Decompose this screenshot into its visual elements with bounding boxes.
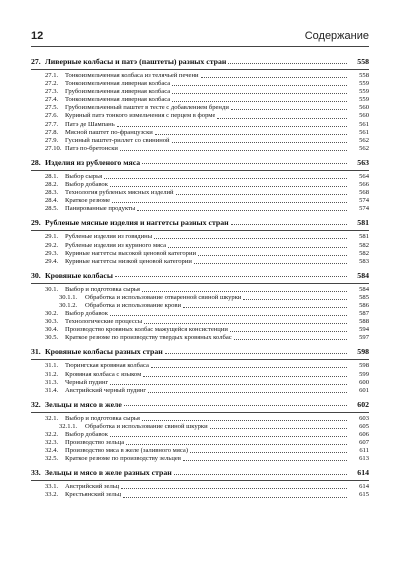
toc-chapter [31,399,369,464]
entry-number: 27.9. [45,136,59,144]
entry-number: 29.4. [45,257,59,265]
leader-dots [143,375,347,377]
entry-title: Черный пудинг [65,378,109,386]
entry-page: 598 [359,362,369,370]
toc-entry[interactable] [31,286,369,294]
entry-title: Куриный патэ тонкого измельчения с перцем в форме [65,112,216,120]
toc-entry[interactable] [31,371,369,379]
entry-title: Рубленые изделия из говядины [65,233,153,241]
entry-title: Производство зельца [65,439,125,447]
entry-title: Австрийский черный пудинг [65,386,147,394]
chapter-number: 27. [31,57,41,66]
entry-number: 28.3. [45,189,59,197]
leader-dots [110,383,347,385]
entry-number: 29.1. [45,233,59,241]
leader-dots [172,84,347,86]
entry-number: 32.1.1. [59,422,78,430]
entry-number: 29.2. [45,241,59,249]
entry-page: 613 [359,455,369,463]
toc-entry[interactable] [31,447,369,455]
entry-page: 594 [359,326,369,334]
entry-title: Патэ по-бретонски [65,144,118,152]
entry-page: 597 [359,334,369,342]
entry-title: Тюрингская кровяная колбаса [65,362,149,370]
entry-title: Австрийский зельц [65,483,120,491]
leader-dots [198,254,347,256]
entry-number: 27.5. [45,104,59,112]
entry-number: 27.10. [45,144,62,152]
entry-number: 27.3. [45,88,59,96]
toc-entry[interactable] [31,491,369,499]
entry-page: 558 [359,72,369,79]
toc-entry[interactable] [31,379,369,387]
leader-dots [110,185,347,187]
entry-title: Патэ де Шампань [65,120,115,128]
toc-entry[interactable] [31,145,369,153]
entry-page: 587 [359,310,369,318]
entry-page: 562 [359,136,369,144]
entry-number: 27.7. [45,120,59,128]
toc-entry[interactable] [31,88,369,96]
chapter-title: Ливерные колбасы и патэ (паштеты) разных стран [45,57,227,66]
toc-subentry[interactable] [31,302,369,310]
toc-chapter [31,346,369,394]
entry-number: 27.8. [45,128,59,136]
entry-page: 599 [359,370,369,378]
chapter-heading[interactable] [31,56,369,70]
chapter-title: Изделия из рубленого мяса [45,157,141,167]
leader-dots [110,435,347,437]
toc-entry[interactable] [31,242,369,250]
entry-number: 28.5. [45,205,59,213]
toc-subentry[interactable] [31,423,369,431]
toc-entry[interactable] [31,334,369,342]
entry-title: Краткое резюме по производству твердых кровяных колбас [65,334,232,342]
entry-title: Выбор и подготовка сырья [65,414,140,422]
chapter-heading[interactable] [31,270,369,284]
entry-number: 33.1. [45,483,59,491]
toc-entry[interactable] [31,129,369,137]
leader-dots [165,352,347,354]
entry-number: 27.6. [45,112,59,120]
table-of-contents [31,56,369,500]
entry-title: Технологические процессы [65,318,143,326]
leader-dots [115,275,347,277]
leader-dots [231,223,347,225]
entry-page: 611 [359,447,369,455]
toc-entry[interactable] [31,415,369,423]
entry-page: 606 [359,431,369,438]
entry-page: 582 [359,241,369,249]
entry-number: 33.2. [45,491,59,499]
entry-title: Производство мяса в желе (заливного мяса) [65,447,189,455]
entry-page: 605 [359,422,369,430]
entry-number: 30.1.1. [59,293,78,301]
chapter-number: 32. [31,399,41,409]
entry-title: Грубоизмельченная ливерная колбаса [65,88,171,96]
entry-number: 29.3. [45,249,59,257]
leader-dots [120,149,347,151]
toc-entry[interactable] [31,121,369,129]
toc-entry[interactable] [31,387,369,395]
entry-page: 588 [359,318,369,326]
leader-dots [155,133,347,135]
leader-dots [234,338,347,340]
entry-title: Панированные продукты [65,205,136,213]
leader-dots [183,306,347,308]
entry-page: 559 [359,80,369,88]
leader-dots [142,162,347,164]
chapter-page: 602 [357,399,369,409]
leader-dots [243,298,347,300]
toc-entry[interactable] [31,189,369,197]
toc-chapter [31,467,369,499]
entry-number: 28.4. [45,197,59,205]
running-title: Содержание [304,30,369,42]
entry-title: Выбор и подготовка сырья [65,285,140,293]
toc-entry[interactable] [31,362,369,370]
entry-number: 27.2. [45,80,59,88]
entry-page: 615 [359,491,369,499]
entry-number: 30.1. [45,285,59,293]
leader-dots [121,487,347,489]
entry-title: Обработка и использование крови [85,301,182,309]
leader-dots [172,92,347,94]
entry-page: 614 [359,483,369,491]
leader-dots [151,366,347,368]
entry-title: Обработка и использование отваренной свиной шкурки [85,293,242,301]
chapter-heading[interactable] [31,346,369,360]
toc-entry[interactable] [31,455,369,463]
chapter-page: 563 [357,157,369,167]
leader-dots [174,473,347,475]
chapter-page: 614 [357,468,369,478]
entry-page: 582 [359,249,369,257]
toc-entry[interactable] [31,173,369,181]
entry-number: 32.5. [45,455,59,463]
toc-entry[interactable] [31,72,369,80]
toc-entry[interactable] [31,96,369,104]
entry-page: 568 [359,189,369,197]
leader-dots [124,404,347,406]
entry-title: Производство кровяных колбас мажущейся консистенции [65,326,228,334]
leader-dots [231,108,347,110]
entry-page: 581 [359,233,369,241]
entry-title: Куриные наггетсы высокой ценовой категории [65,249,197,257]
entry-title: Тонкоизмельченная колбаса из телячьей печени [65,72,199,79]
leader-dots [110,314,347,316]
entry-page: 566 [359,181,369,189]
entry-title: Выбор добавок [65,431,108,438]
chapter-heading[interactable] [31,467,369,481]
leader-dots [190,451,347,453]
entry-page: 584 [359,285,369,293]
toc-entry[interactable] [31,431,369,439]
entry-page: 562 [359,144,369,152]
chapter-title: Зельцы и мясо в желе [45,399,122,409]
entry-title: Тонкоизмельченная ливерная колбаса [65,96,171,104]
chapter-number: 33. [31,468,41,478]
entry-page: 583 [359,257,369,265]
entry-title: Куриные наггетсы низкой ценовой категории [65,257,192,265]
toc-entry[interactable] [31,326,369,334]
leader-dots [144,322,347,324]
entry-title: Кровяная колбаса с языком [65,370,142,378]
entry-number: 31.3. [45,378,59,386]
toc-entry[interactable] [31,104,369,112]
toc-entry[interactable] [31,250,369,258]
entry-number: 30.1.2. [59,301,78,309]
toc-entry[interactable] [31,205,369,213]
leader-dots [230,330,347,332]
entry-title: Мясной паштет по-французски [65,128,153,136]
leader-dots [148,391,347,393]
leader-dots [194,262,347,264]
leader-dots [142,290,347,292]
leader-dots [172,100,347,102]
entry-number: 32.4. [45,447,59,455]
chapter-heading[interactable] [31,399,369,413]
entry-number: 32.3. [45,439,59,447]
entry-number: 30.5. [45,334,59,342]
leader-dots [172,141,347,143]
chapter-title: Кровяные колбасы [45,270,113,280]
entry-title: Выбор добавок [65,181,108,189]
entry-number: 28.1. [45,172,59,180]
entry-number: 31.1. [45,362,59,370]
leader-dots [176,193,347,195]
leader-dots [183,459,347,461]
entry-page: 586 [359,301,369,309]
leader-dots [201,76,347,78]
chapter-number: 30. [31,270,41,280]
entry-page: 559 [359,88,369,96]
toc-chapter [31,56,369,153]
chapter-title: Рубленые мясные изделия и наггетсы разных стран [45,218,229,228]
page-number: 12 [31,30,44,42]
entry-page: 560 [359,112,369,120]
entry-title: Краткое резюме [65,197,110,205]
entry-page: 603 [359,414,369,422]
page-header [31,30,369,47]
toc-entry[interactable] [31,112,369,120]
entry-number: 27.1. [45,72,59,79]
leader-dots [228,62,347,64]
toc-entry[interactable] [31,137,369,145]
chapter-heading[interactable] [31,157,369,171]
chapter-number: 31. [31,347,41,357]
leader-dots [210,427,347,429]
entry-page: 564 [359,172,369,180]
chapter-number: 29. [31,218,41,228]
entry-title: Технология рубленых мясных изделий [65,189,174,197]
toc-chapter [31,157,369,213]
leader-dots [112,201,347,203]
entry-title: Выбор добавок [65,310,108,318]
entry-number: 30.3. [45,318,59,326]
chapter-title: Кровяные колбасы разных стран [45,347,163,357]
leader-dots [154,237,347,239]
toc-chapter [31,270,369,343]
entry-title: Тонкоизмельченная ливерная колбаса [65,80,171,88]
toc-chapter [31,217,369,265]
leader-dots [104,177,347,179]
toc-entry[interactable] [31,197,369,205]
entry-title: Крестьянский зельц [65,491,122,499]
entry-number: 31.2. [45,370,59,378]
entry-page: 560 [359,104,369,112]
entry-page: 559 [359,96,369,104]
entry-page: 561 [359,128,369,136]
entry-number: 31.4. [45,386,59,394]
toc-entry[interactable] [31,233,369,241]
toc-entry[interactable] [31,483,369,491]
chapter-page: 558 [357,57,369,66]
toc-entry[interactable] [31,258,369,266]
leader-dots [168,246,347,248]
entry-number: 28.2. [45,181,59,189]
entry-page: 561 [359,120,369,128]
leader-dots [217,117,347,119]
entry-number: 27.4. [45,96,59,104]
toc-entry[interactable] [31,80,369,88]
entry-title: Обработка и использование свиной шкурки [85,422,208,430]
entry-page: 574 [359,205,369,213]
entry-title: Грубоизмельченный паштет в тесте с добавлением бренди [65,104,229,112]
entry-title: Рубленые изделия из куриного мяса [65,241,167,249]
entry-page: 607 [359,439,369,447]
leader-dots [123,496,347,498]
entry-number: 30.2. [45,310,59,318]
entry-number: 32.2. [45,431,59,438]
entry-page: 585 [359,293,369,301]
chapter-number: 28. [31,157,41,167]
toc-entry[interactable] [31,439,369,447]
chapter-page: 581 [357,218,369,228]
entry-number: 32.1. [45,414,59,422]
entry-title: Гусиный паштет-риллет со свининой [65,136,170,144]
entry-page: 574 [359,197,369,205]
chapter-page: 584 [357,270,369,280]
entry-page: 601 [359,386,369,394]
leader-dots [117,125,347,127]
entry-number: 30.4. [45,326,59,334]
entry-title: Краткое резюме по производству зельцев [65,455,181,463]
leader-dots [142,419,347,421]
toc-subentry[interactable] [31,294,369,302]
leader-dots [137,209,347,211]
entry-page: 600 [359,378,369,386]
toc-entry[interactable] [31,310,369,318]
chapter-title: Зельцы и мясо в желе разных стран [45,468,172,478]
toc-entry[interactable] [31,318,369,326]
toc-entry[interactable] [31,181,369,189]
entry-title: Выбор сырья [65,172,103,180]
leader-dots [126,443,347,445]
chapter-heading[interactable] [31,217,369,231]
chapter-page: 598 [357,347,369,357]
